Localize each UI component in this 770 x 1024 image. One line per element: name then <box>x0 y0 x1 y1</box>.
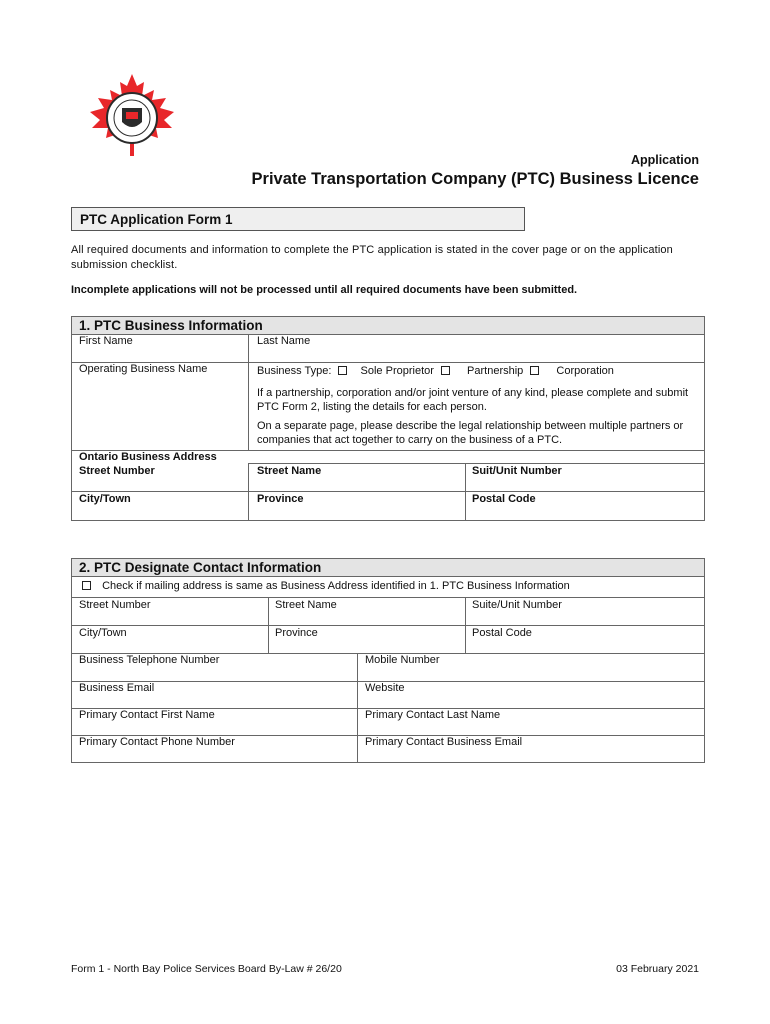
police-crest-logo <box>76 72 188 156</box>
section-title: 2. PTC Designate Contact Information <box>72 559 704 577</box>
document-label: Application <box>630 153 699 167</box>
city-field[interactable]: City/Town <box>79 627 127 639</box>
intro-text: All required documents and information to complete the PTC application is stated in the cover page or on the application submission checklist. <box>71 244 673 271</box>
operating-business-name-field[interactable]: Operating Business Name <box>79 363 208 375</box>
footer-date: 03 February 2021 <box>616 963 699 975</box>
business-email-field[interactable]: Business Email <box>79 682 155 694</box>
footer-bylaw: Form 1 - North Bay Police Services Board By-Law # 26/20 <box>71 963 342 975</box>
street-name-field[interactable]: Street Name <box>257 465 322 477</box>
section-designate-contact <box>71 558 705 763</box>
contact-last-name-field[interactable]: Primary Contact Last Name <box>365 709 501 721</box>
business-phone-field[interactable]: Business Telephone Number <box>79 654 220 666</box>
section-business-information <box>71 316 705 521</box>
legal-relationship-note: On a separate page, please describe the legal relationship between multiple partners or companies that act together to carry on the business of a PTC. <box>257 420 684 446</box>
corporation-checkbox[interactable] <box>530 366 539 375</box>
corporation-label: Corporation <box>556 365 614 377</box>
sole-proprietor-label: Sole Proprietor <box>360 365 434 377</box>
business-type-row <box>257 365 697 377</box>
same-address-label: Check if mailing address is same as Business Address identified in 1. PTC Business Information <box>102 580 570 592</box>
incomplete-warning: Incomplete applications will not be processed until all required documents have been submitted. <box>71 284 578 296</box>
suite-unit-field[interactable]: Suit/Unit Number <box>472 465 562 477</box>
street-number-field[interactable]: Street Number <box>79 599 151 611</box>
business-type-label: Business Type: <box>257 365 332 377</box>
city-field[interactable]: City/Town <box>79 493 131 505</box>
document-title: Private Transportation Company (PTC) Business Licence <box>251 170 699 188</box>
website-field[interactable]: Website <box>365 682 405 694</box>
first-name-field[interactable]: First Name <box>79 335 133 347</box>
province-field[interactable]: Province <box>275 627 318 639</box>
last-name-field[interactable]: Last Name <box>257 335 311 347</box>
same-address-checkbox[interactable] <box>82 581 91 590</box>
partnership-checkbox[interactable] <box>441 366 450 375</box>
suite-unit-field[interactable]: Suite/Unit Number <box>472 599 562 611</box>
mobile-number-field[interactable]: Mobile Number <box>365 654 440 666</box>
contact-phone-field[interactable]: Primary Contact Phone Number <box>79 736 235 748</box>
street-number-field[interactable]: Street Number <box>79 465 155 477</box>
contact-email-field[interactable]: Primary Contact Business Email <box>365 736 523 748</box>
contact-first-name-field[interactable]: Primary Contact First Name <box>79 709 215 721</box>
partnership-label: Partnership <box>467 365 524 377</box>
postal-code-field[interactable]: Postal Code <box>472 627 532 639</box>
section-title: 1. PTC Business Information <box>72 317 704 335</box>
ontario-address-heading: Ontario Business Address <box>79 451 217 463</box>
form-name-box: PTC Application Form 1 <box>71 207 525 231</box>
sole-proprietor-checkbox[interactable] <box>338 366 347 375</box>
partnership-note: If a partnership, corporation and/or joint venture of any kind, please complete and submit PTC Form 2, listing the details for each person. <box>257 387 689 413</box>
street-name-field[interactable]: Street Name <box>275 599 337 611</box>
province-field[interactable]: Province <box>257 493 304 505</box>
postal-code-field[interactable]: Postal Code <box>472 493 536 505</box>
same-address-row <box>78 580 570 592</box>
